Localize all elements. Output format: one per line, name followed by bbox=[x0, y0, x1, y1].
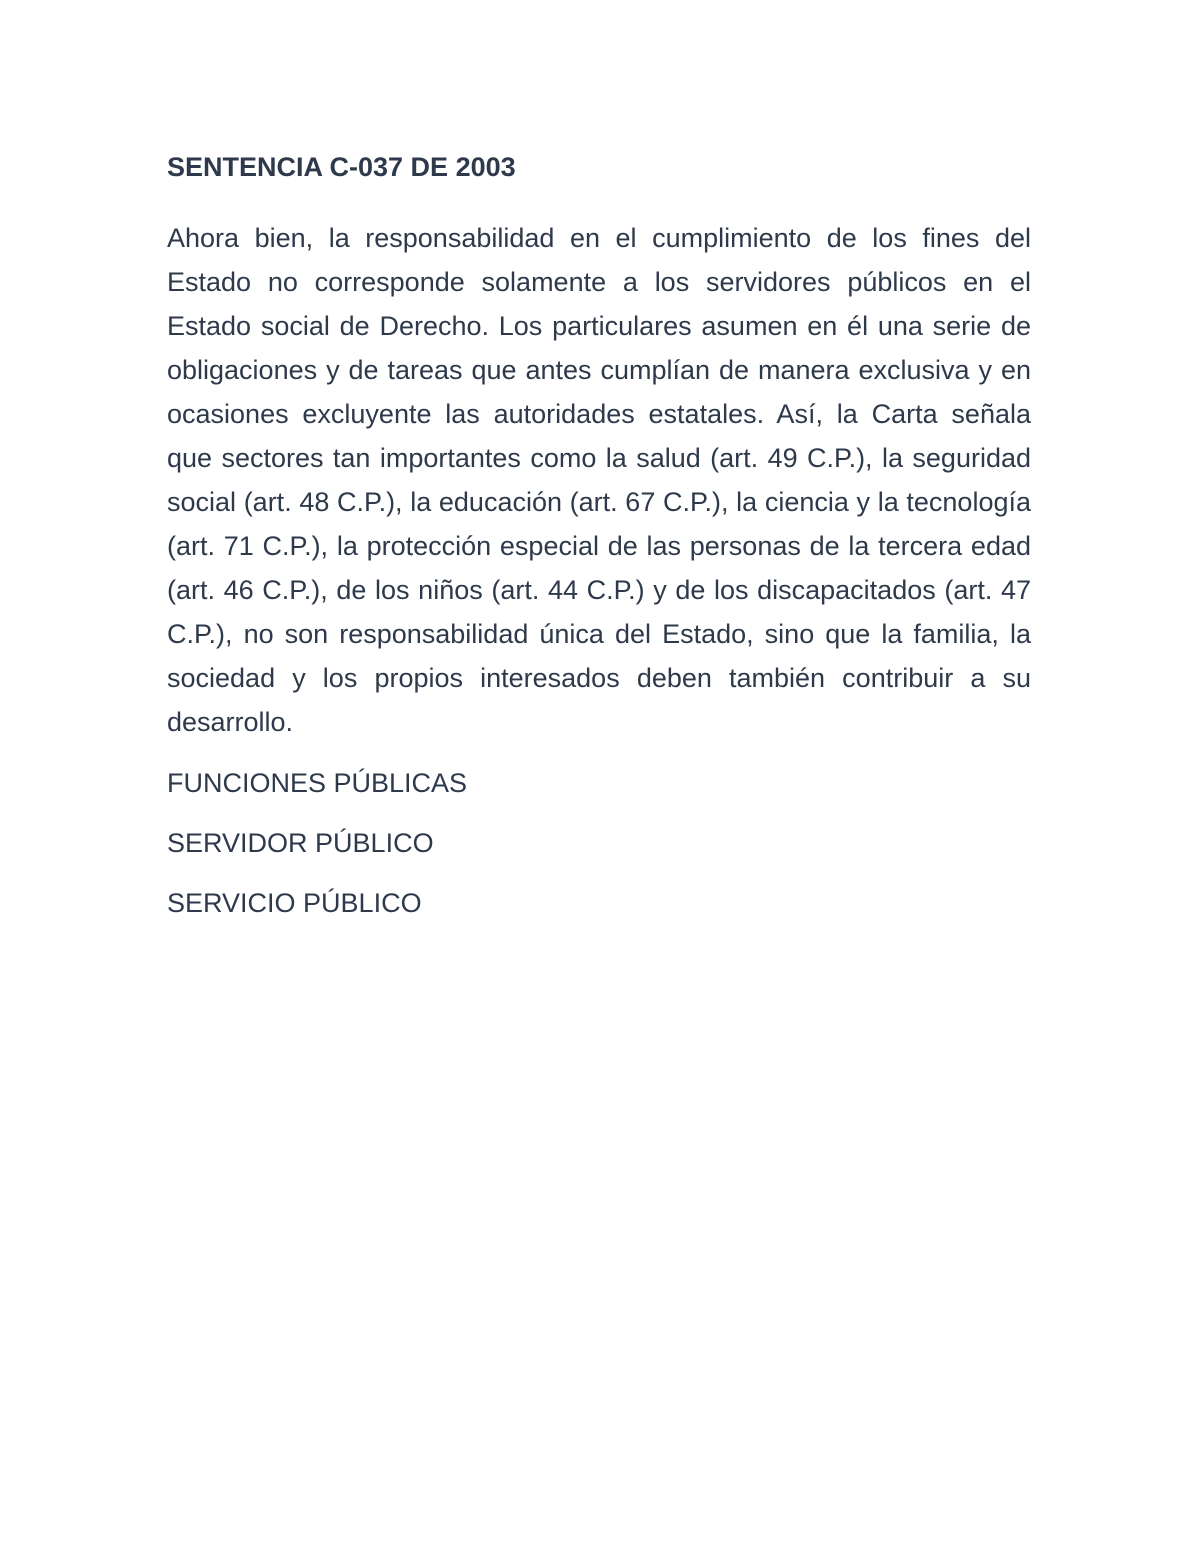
heading-servidor-publico: SERVIDOR PÚBLICO bbox=[167, 828, 434, 858]
document-content bbox=[167, 146, 1031, 923]
document-title: SENTENCIA C-037 DE 2003 bbox=[167, 152, 516, 182]
body-paragraph: Ahora bien, la responsabilidad en el cumplimiento de los fines del Estado no corresponde solamente a los servidores públicos en el Estado social de Derecho. Los particulares asumen en él una serie de obligaciones y de tareas que antes cumplían de manera exclusiva y en ocasiones excluyente las autoridades estatales. Así, la Carta señala que sectores tan importantes como la salud (art. 49 C.P.), la seguridad social (art. 48 C.P.), la educación (art. 67 C.P.), la ciencia y la tecnología (art. 71 C.P.), la protección especial de las personas de la tercera edad (art. 46 C.P.), de los niños (art. 44 C.P.) y de los discapacitados (art. 47 C.P.), no son responsabilidad única del Estado, sino que la familia, la sociedad y los propios interesados deben también contribuir a su desarrollo. bbox=[167, 223, 1031, 737]
heading-servicio-publico: SERVICIO PÚBLICO bbox=[167, 888, 422, 918]
heading-funciones-publicas: FUNCIONES PÚBLICAS bbox=[167, 768, 468, 798]
